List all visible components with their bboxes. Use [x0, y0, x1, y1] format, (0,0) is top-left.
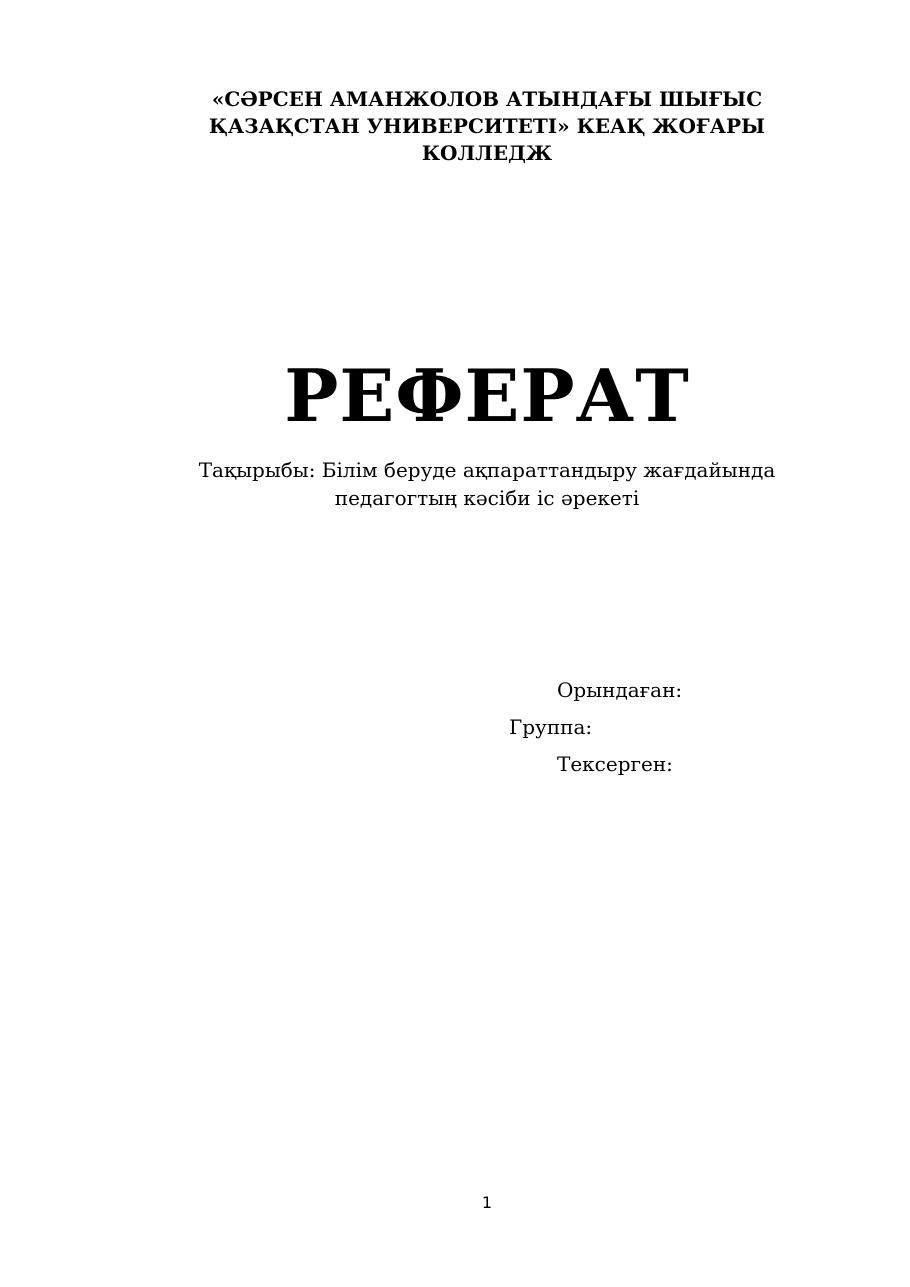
- checked-by-label: Тексерген:: [557, 752, 673, 776]
- topic-line-1: Тақырыбы: Білім беруде ақпараттандыру жағдайында: [198, 458, 776, 482]
- institution-line-1: «СӘРСЕН АМАНЖОЛОВ АТЫНДАҒЫ ШЫҒЫС: [211, 87, 763, 111]
- performed-by-label: Орындаған:: [557, 678, 683, 702]
- group-label: Группа:: [509, 715, 593, 739]
- page-number: 1: [481, 1193, 493, 1212]
- topic-block: [120, 456, 854, 512]
- institution-header: [150, 86, 824, 167]
- institution-line-3: КОЛЛЕДЖ: [421, 141, 553, 165]
- topic-line-2: педагогтың кәсіби іс әрекеті: [334, 486, 640, 510]
- document-title: РЕФЕРАТ: [284, 353, 690, 438]
- institution-line-2: ҚАЗАҚСТАН УНИВЕРСИТЕТІ» КЕАҚ ЖОҒАРЫ: [208, 114, 766, 138]
